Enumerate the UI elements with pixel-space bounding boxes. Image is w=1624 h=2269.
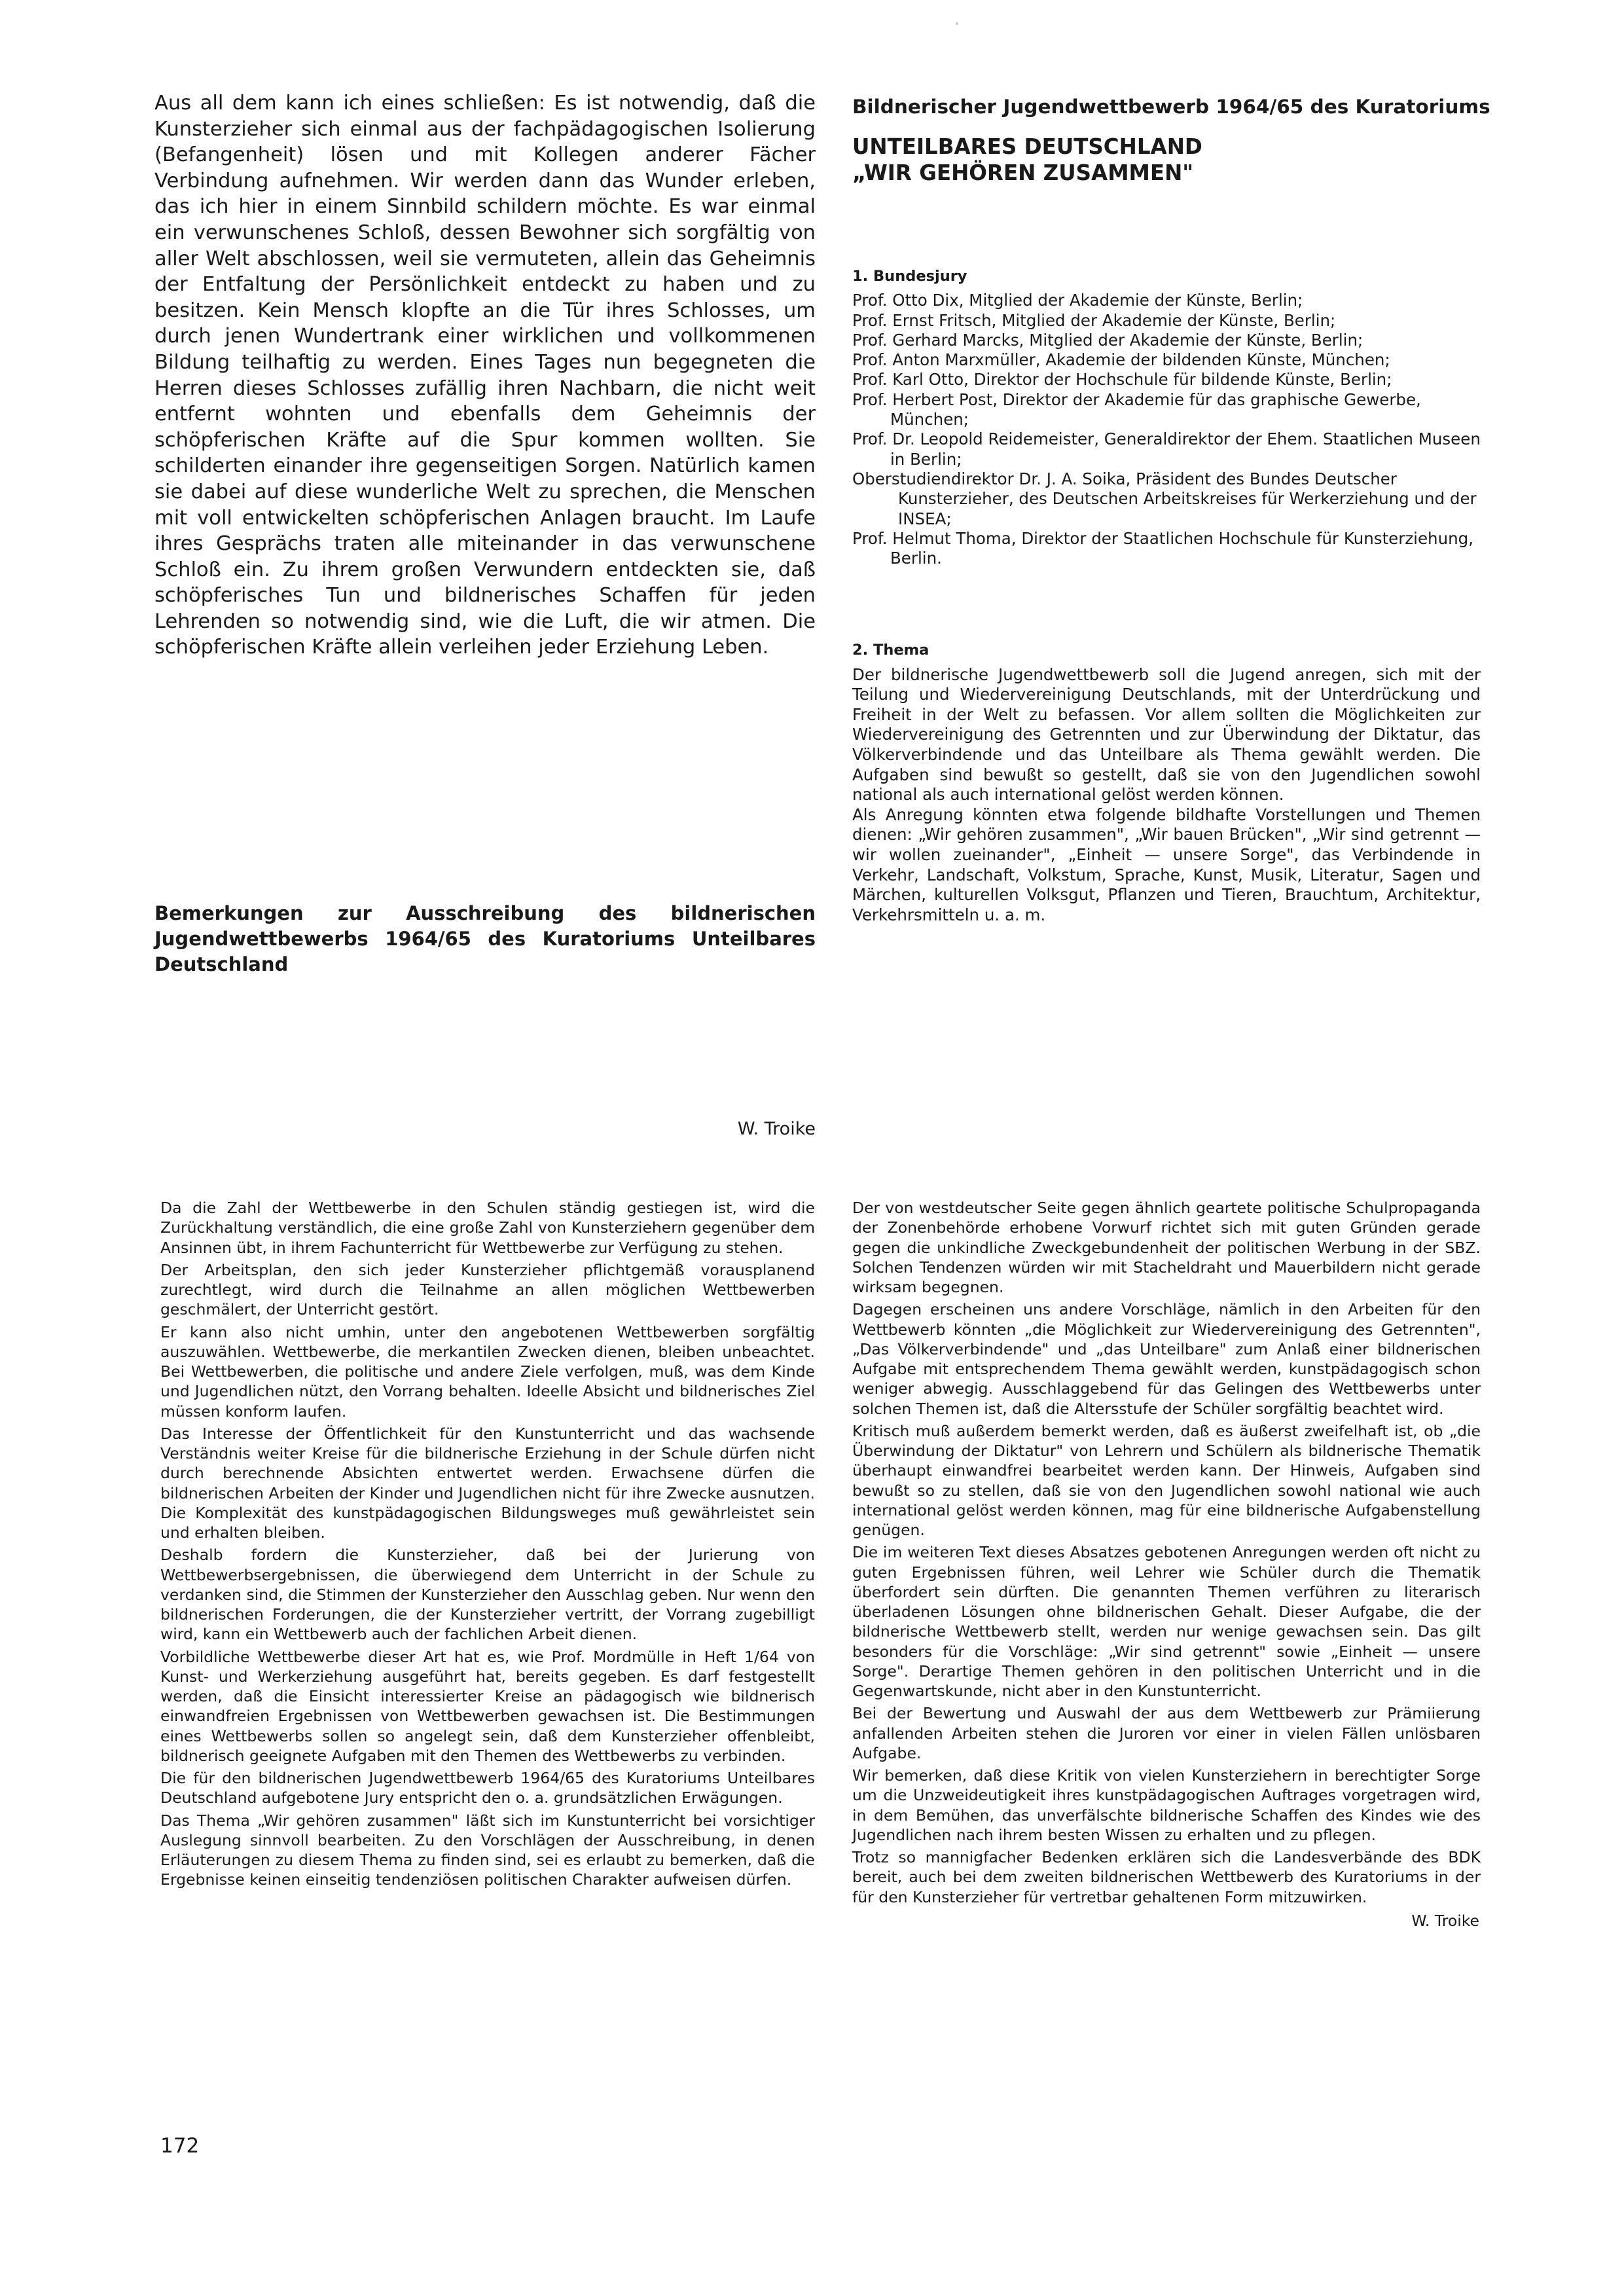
theme-paragraph: Als Anregung könnten etwa folgende bildhafte Vorstellungen und Themen dienen: „Wir gehören zusammen", „Wir bauen Brücken", „Wir sind getrennt — wir wollen zueinander", „Einheit — unsere Sorge", das Verbindende in Verkehr, Landschaft, Volkstum, Sprache, Kunst, Musik, Literatur, Sagen und Märchen, kulturellen Volksgut, Pflanzen und Tieren, Brauchtum, Architektur, Verkehrsmitteln u. a. m. (852, 805, 1481, 924)
body-paragraph: Kritisch muß außerdem bemerkt werden, daß es äußerst zweifelhaft ist, ob „die Überwindung der Diktatur" von Lehrern und Schülern als bildnerische Thematik überhaupt einwandfrei bearbeitet werden kann. Der Hinweis, Aufgaben sind bewußt so zu stellen, daß sie von den Jugendlichen sowohl national wie auch international gelöst werden können, mag für eine bildnerische Aufgabenstellung genügen. (852, 1421, 1481, 1539)
body-paragraph: Das Interesse der Öffentlichkeit für den Kunstunterricht und das wachsende Verständnis weiter Kreise für die bildnerische Erziehung in der Schule dürfen nicht durch berechnende Absichten entwertet werden. Erwachsene dürfen die bildnerischen Arbeiten der Kinder und Jugendlichen nicht für ihre Zwecke ausnutzen. Die Komplexität des kunstpädagogischen Bildungsweges muß gewährleistet sein und erhalten bleiben. (160, 1424, 815, 1542)
jury-heading: 1. Bundesjury (852, 268, 967, 285)
lower-right-column (852, 1198, 1481, 1931)
competition-title: Bildnerischer Jugendwettbewerb 1964/65 des Kuratoriums (852, 96, 1490, 118)
subtitle-line-2: „WIR GEHÖREN ZUSAMMEN" (852, 160, 1194, 185)
theme-section (852, 640, 1481, 925)
body-paragraph: Da die Zahl der Wettbewerbe in den Schulen ständig gestiegen ist, wird die Zurückhaltung verständlich, die eine große Zahl von Kunsterziehern gegenüber dem Ansinnen übt, in ihrem Fachunterricht für Wettbewerbe zur Verfügung zu stehen. (160, 1199, 815, 1257)
body-paragraph: Trotz so mannigfacher Bedenken erklären sich die Landesverbände des BDK bereit, auch bei dem zweiten bildnerischen Wettbewerb des Kuratoriums in der für den Kunsterzieher für vertretbar gehaltenen Form mitzuwirken. (852, 1848, 1481, 1906)
jury-member: Oberstudiendirektor Dr. J. A. Soika, Präsident des Bundes Deutscher Kunsterzieher, des Deutschen Arbeitskreises für Werkerziehung und der INSEA; (852, 469, 1477, 528)
body-paragraph: Das Thema „Wir gehören zusammen" läßt sich im Kunstunterricht bei vorsichtiger Auslegung sinnvoll bearbeiten. Zu den Vorschlägen der Ausschreibung, in denen Erläuterungen zu diesem Thema zu finden sind, sei es erlaubt zu bemerken, daß die Ergebnisse keinen einseitig tendenziösen politischen Charakter aufweisen dürfen. (160, 1811, 815, 1889)
jury-member: Prof. Dr. Leopold Reidemeister, Generaldirektor der Ehem. Staatlichen Museen in Berlin; (852, 429, 1481, 469)
body-paragraph: Der von westdeutscher Seite gegen ähnlich geartete politische Schulpropaganda der Zonenbehörde erhobene Vorwurf richtet sich mit guten Gründen gerade gegen die unkindliche Zweckgebundenheit der politischen Werbung in der SBZ. Solchen Tendenzen würden wir mit Stacheldraht und Mauerbildern nicht gerade wirksam begegnen. (852, 1199, 1481, 1296)
body-paragraph: Deshalb fordern die Kunsterzieher, daß bei der Jurierung von Wettbewerbsergebnissen, die überwiegend dem Unterricht in der Schule zu verdanken sind, die Stimmen der Kunsterzieher den Ausschlag geben. Nur wenn den bildnerischen Forderungen, die der Kunsterzieher vertritt, der Vorrang zugebilligt wird, kann ein Wettbewerb auch der fachlichen Arbeit dienen. (160, 1546, 815, 1644)
theme-heading: 2. Thema (852, 642, 929, 659)
jury-member: Prof. Ernst Fritsch, Mitglied der Akademie der Künste, Berlin; (852, 310, 1336, 330)
body-paragraph: Bei der Bewertung und Auswahl der aus dem Wettbewerb zur Prämiierung anfallenden Arbeiten stehen die Juroren vor einer in vielen Fällen unlösbaren Aufgabe. (852, 1704, 1481, 1762)
signature-bottom: W. Troike (1411, 1911, 1479, 1930)
jury-member: Prof. Karl Otto, Direktor der Hochschule für bildende Künste, Berlin; (852, 370, 1392, 390)
competition-subtitle (852, 134, 1481, 186)
jury-section (852, 266, 1481, 568)
page-number: 172 (160, 2134, 200, 2158)
body-paragraph: Die im weiteren Text dieses Absatzes gebotenen Anregungen werden oft nicht zu guten Ergebnissen führen, weil Lehrer wie Schüler durch die Thematik überfordert sein dürften. Die genannten Themen verführen zu literarisch überladenen Lösungen ohne bildnerischen Gehalt. Dieser Aufgabe, die der bildnerische Wettbewerb stellt, werden nur wenige gewachsen sein. Das gilt besonders für die Vorschläge: „Wir sind getrennt" sowie „Einheit — unsere Sorge". Derartige Themen gehören in den politischen Unterricht und in die Gegenwartskunde, nicht aber in den Kunstunterricht. (852, 1543, 1481, 1700)
signature-top: W. Troike (737, 1119, 816, 1139)
body-paragraph: Die für den bildnerischen Jugendwettbewerb 1964/65 des Kuratoriums Unteilbares Deutschland aufgebotene Jury entspricht den o. a. grundsätzlichen Erwägungen. (160, 1769, 815, 1807)
subtitle-line-1: UNTEILBARES DEUTSCHLAND (852, 134, 1202, 159)
body-paragraph: Dagegen erscheinen uns andere Vorschläge, nämlich in den Arbeiten für den Wettbewerb könnten „die Möglichkeit zur Wiedervereinigung des Getrennten", „Das Völkerverbindende" und „das Unteilbare" zum Anlaß einer bildnerischen Aufgabe mit entsprechendem Thema gewählt werden, kunstpädagogisch schon weniger abwegig. Ausschlaggebend für das Gelingen des Wettbewerbs unter solchen Themen ist, daß die Altersstufe der Schüler sorgfältig beachtet wird. (852, 1300, 1481, 1418)
jury-member: Prof. Helmut Thoma, Direktor der Staatlichen Hochschule für Kunsterziehung, Berlin. (852, 528, 1473, 568)
body-paragraph: Vorbildliche Wettbewerbe dieser Art hat es, wie Prof. Mordmülle in Heft 1/64 von Kunst- und Werkerziehung ausgeführt hat, bereits gegeben. Es darf festgestellt werden, daß die Einsicht interessierter Kreise an pädagogisch wie bildnerisch einwandfreien Ergebnissen von Wettbewerben gewachsen ist. Die Bestimmungen eines Wettbewerbs sollen so angelegt sein, daß dem Kunsterzieher offenbleibt, bildnerisch geeignete Aufgaben mit den Themen des Wettbewerbs zu verbinden. (160, 1647, 815, 1765)
jury-member: Prof. Herbert Post, Direktor der Akademie für das graphische Gewerbe, München; (852, 390, 1421, 429)
remarks-heading: Bemerkungen zur Ausschreibung des bildnerischen Jugendwettbewerbs 1964/65 des Kuratoriums Unteilbares Deutschland (154, 902, 816, 975)
lower-left-column (160, 1198, 815, 1893)
body-paragraph: Wir bemerken, daß diese Kritik von vielen Kunsterziehern in berechtigter Sorge um die Unzweideutigkeit ihres kunstpädagogischen Auftrages vorgetragen wird, in dem Bemühen, das unverfälschte bildnerische Schaffen des Kindes wie des Jugendlichen nach ihrem besten Wissen zu erhalten und zu pflegen. (852, 1766, 1481, 1844)
body-paragraph: Der Arbeitsplan, den sich jeder Kunsterzieher pflichtgemäß vorausplanend zurechtlegt, wird durch die Teilnahme an allen möglichen Wettbewerben geschmälert, der Unterricht gestört. (160, 1260, 815, 1319)
essay-paragraph: Aus all dem kann ich eines schließen: Es ist notwendig, daß die Kunsterzieher sich einmal aus der fachpädagogischen Isolierung (Befangenheit) lösen und mit Kollegen anderer Fächer Verbindung aufnehmen. Wir werden dann das Wunder erleben, das ich hier in einem Sinnbild schildern möchte. Es war einmal ein verwunschenes Schloß, dessen Bewohner sich sorgfältig von aller Welt abschlossen, weil sie vermuteten, allein das Geheimnis der Entfaltung der Persönlichkeit entdeckt zu haben und zu besitzen. Kein Mensch klopfte an die Tür ihres Schlosses, um durch jenen Wundertrank einer wirklichen und vollkommenen Bildung teilhaftig zu werden. Eines Tages nun begegneten die Herren dieses Schlosses zufällig ihren Nachbarn, die nicht weit entfernt wohnten und ebenfalls dem Geheimnis der schöpferischen Kräfte auf die Spur kommen wollten. Sie schilderten einander ihre gegenseitigen Sorgen. Natürlich kamen sie dabei auf diese wunderliche Welt zu sprechen, die Menschen mit voll entwickelten schöpferischen Anlagen braucht. Im Laufe ihres Gesprächs traten alle miteinander in das verwunschene Schloß ein. Zu ihrem großen Verwundern entdeckten sie, daß schöpferisches Tun und bildnerisches Schaffen für jeden Lehrenden so notwendig sind, wie die Luft, die wir atmen. Die schöpferischen Kräfte allein verleihen jeder Erziehung Leben. (154, 92, 816, 659)
body-paragraph: Er kann also nicht umhin, unter den angebotenen Wettbewerben sorgfältig auszuwählen. Wettbewerbe, die merkantilen Zwecken dienen, bleiben unbeachtet. Bei Wettbewerben, die politische und andere Ziele verfolgen, muß, was dem Kinde und Jugendlichen nützt, den Vorrang behalten. Ideelle Absicht und bildnerisches Ziel müssen konform laufen. (160, 1322, 815, 1421)
jury-member: Prof. Gerhard Marcks, Mitglied der Akademie der Künste, Berlin; (852, 330, 1363, 350)
jury-member: Prof. Anton Marxmüller, Akademie der bildenden Künste, München; (852, 350, 1390, 370)
scan-speck (956, 22, 958, 25)
jury-member: Prof. Otto Dix, Mitglied der Akademie der Künste, Berlin; (852, 291, 1303, 310)
theme-paragraph: Der bildnerische Jugendwettbewerb soll die Jugend anregen, sich mit der Teilung und Wiedervereinigung Deutschlands, mit der Unterdrückung und Freiheit in der Welt zu befassen. Vor allem sollten die Möglichkeiten zur Wiedervereinigung des Getrennten und zur Überwindung der Diktatur, das Völkerverbindende und das Unteilbare als Thema gewählt werden. Die Aufgaben sind bewußt so gestellt, daß sie von den Jugendlichen sowohl national als auch international gelöst werden können. (852, 664, 1481, 805)
